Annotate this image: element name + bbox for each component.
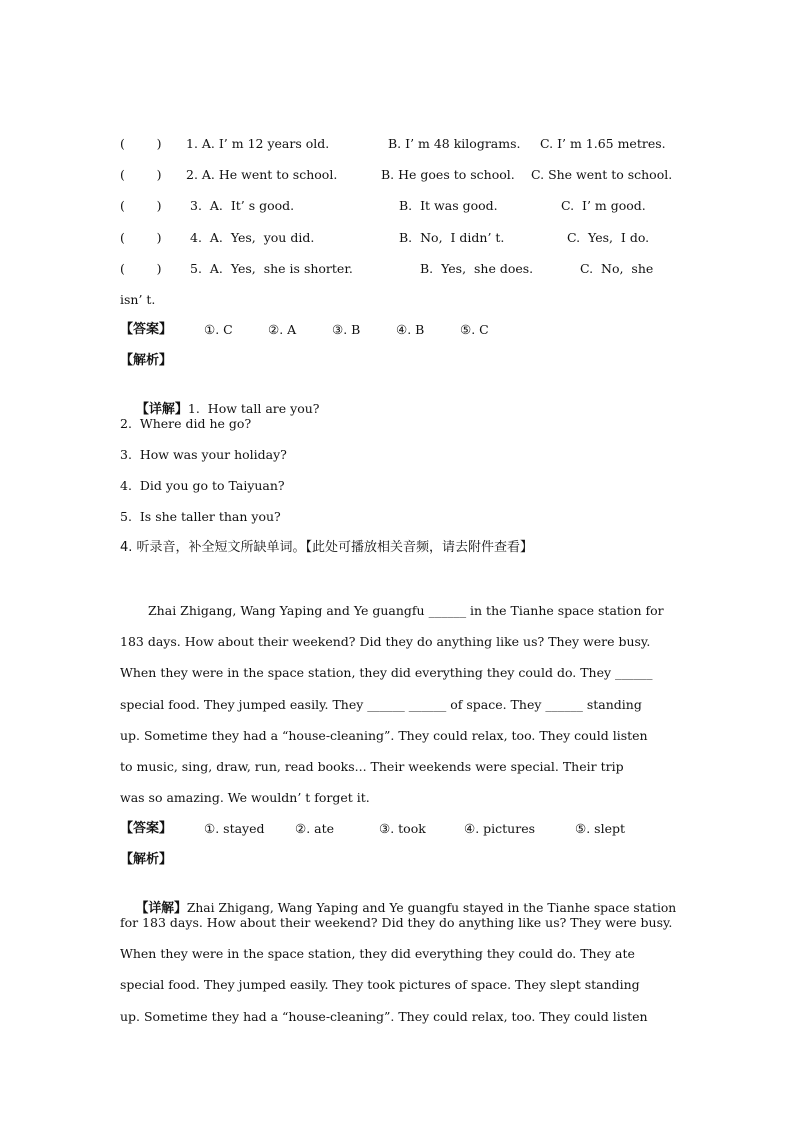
answer-item: ③. took — [379, 821, 426, 836]
detail-line: up. Sometime they had a “house-cleaning”. They could relax, too. They could listen — [120, 1009, 648, 1024]
answer-item: ②. ate — [295, 821, 335, 836]
answer-item: ④. pictures — [464, 821, 536, 836]
option-a: 5. A. Yes, she is shorter. — [190, 261, 353, 276]
answer-item: ③. B — [332, 322, 361, 337]
option-b: B. He goes to school. — [381, 167, 515, 182]
detail-label: 【详解】 — [135, 402, 188, 417]
answer-row-2 — [120, 821, 675, 839]
detail-line: 2. Where did he go? — [120, 416, 252, 431]
option-a: 1. A. I’ m 12 years old. — [186, 136, 330, 151]
option-c: C. She went to school. — [531, 167, 673, 182]
answer-blank: ( ) — [120, 167, 162, 182]
analysis-heading-2: 【解析】 — [120, 852, 173, 867]
option-c: C. No, she — [580, 261, 654, 276]
passage-line: was so amazing. We wouldn’ t forget it. — [120, 790, 370, 805]
answer-blank: ( ) — [120, 198, 162, 213]
answer-item: ①. stayed — [204, 821, 265, 836]
passage-line: Zhai Zhigang, Wang Yaping and Ye guangfu ______ in the Tianhe space station for — [148, 603, 664, 618]
detail-text: 1. How tall are you? — [187, 401, 320, 416]
answer-item: ④. B — [396, 322, 425, 337]
option-a: 2. A. He went to school. — [186, 167, 338, 182]
option-b: B. Yes, she does. — [420, 261, 534, 276]
detail-line: 4. Did you go to Taiyuan? — [120, 478, 285, 493]
detail-line: When they were in the space station, they did everything they could do. They ate — [120, 946, 635, 961]
answer-item: ①. C — [204, 322, 233, 337]
passage-line: 183 days. How about their weekend? Did they do anything like us? They were busy. — [120, 634, 651, 649]
option-c: C. I’ m good. — [561, 198, 646, 213]
option-b: B. No, I didn’ t. — [399, 230, 505, 245]
detail-line: 5. Is she taller than you? — [120, 509, 281, 524]
answer-blank: ( ) — [120, 261, 162, 276]
detail-text: Zhai Zhigang, Wang Yaping and Ye guangfu stayed in the Tianhe space station — [186, 900, 677, 915]
option-c: C. Yes, I do. — [567, 230, 650, 245]
option-a: 3. A. It’ s good. — [190, 198, 295, 213]
option-b: B. I’ m 48 kilograms. — [388, 136, 521, 151]
detail-label: 【详解】 — [135, 901, 187, 916]
answer-blank: ( ) — [120, 136, 162, 151]
passage-line: special food. They jumped easily. They ______ ______ of space. They ______ standing — [120, 697, 642, 712]
answer-label: 【答案】 — [120, 821, 173, 836]
option-a: 4. A. Yes, you did. — [190, 230, 315, 245]
answer-item: ⑤. slept — [575, 821, 625, 836]
answer-blank: ( ) — [120, 230, 162, 245]
detail-line: for 183 days. How about their weekend? Did they do anything like us? They were busy. — [120, 915, 673, 930]
answer-row-1 — [120, 322, 520, 340]
answer-item: ⑤. C — [460, 322, 489, 337]
question-5-continuation: isn’ t. — [120, 292, 156, 307]
option-c: C. I’ m 1.65 metres. — [540, 136, 666, 151]
passage-line: to music, sing, draw, run, read books... Their weekends were special. Their trip — [120, 759, 624, 774]
answer-item: ②. A — [268, 322, 297, 337]
analysis-heading-1: 【解析】 — [120, 353, 173, 368]
passage-line: When they were in the space station, they did everything they could do. They ______ — [120, 665, 653, 680]
section-4-title: 4. 听录音，补全短文所缺单词。【此处可播放相关音频，请去附件查看】 — [120, 540, 534, 555]
question-5 — [120, 261, 675, 357]
option-b: B. It was good. — [399, 198, 498, 213]
passage-line: up. Sometime they had a “house-cleaning”. They could relax, too. They could listen — [120, 728, 648, 743]
answer-label: 【答案】 — [120, 322, 173, 337]
detail-line: special food. They jumped easily. They took pictures of space. They slept standing — [120, 977, 640, 992]
detail-line: 3. How was your holiday? — [120, 447, 287, 462]
